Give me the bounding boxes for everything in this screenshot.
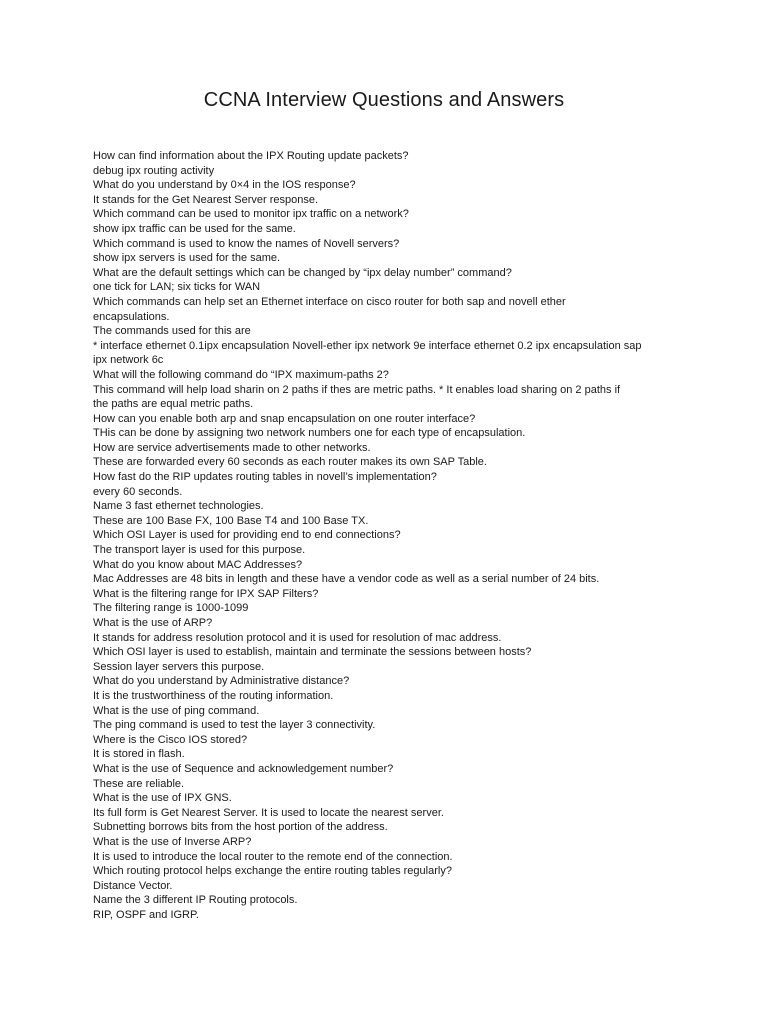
text-line: This command will help load sharin on 2 paths if thes are metric paths. * It enables load sharing on 2 paths if <box>93 383 621 396</box>
text-line: It stands for the Get Nearest Server response. <box>93 193 318 206</box>
text-line: It is the trustworthiness of the routing information. <box>93 689 334 702</box>
text-line: Name the 3 different IP Routing protocols. <box>93 894 298 907</box>
text-line: Name 3 fast ethernet technologies. <box>93 500 264 513</box>
text-line: Session layer servers this purpose. <box>93 660 265 673</box>
text-line: How are service advertisements made to other networks. <box>93 441 371 454</box>
text-line: It stands for address resolution protocol and it is used for resolution of mac address. <box>93 631 502 644</box>
text-line: What is the use of ARP? <box>93 617 213 629</box>
text-line: The transport layer is used for this purpose. <box>93 544 306 557</box>
text-line: Which OSI layer is used to establish, maintain and terminate the sessions between hosts? <box>93 646 532 659</box>
text-line: Subnetting borrows bits from the host portion of the address. <box>93 821 388 834</box>
text-line: every 60 seconds. <box>93 485 183 498</box>
text-line: show ipx traffic can be used for the same. <box>93 222 296 235</box>
text-line: Where is the Cisco IOS stored? <box>93 733 248 746</box>
text-line: It is stored in flash. <box>93 748 185 761</box>
text-line: Which routing protocol helps exchange the entire routing tables regularly? <box>93 865 452 878</box>
text-line: It is used to introduce the local router to the remote end of the connection. <box>93 850 453 863</box>
text-line: show ipx servers is used for the same. <box>93 252 281 265</box>
text-line: These are forwarded every 60 seconds as each router makes its own SAP Table. <box>93 456 487 469</box>
text-line: What are the default settings which can be changed by “ipx delay number” command? <box>93 266 512 279</box>
text-line: What is the use of Sequence and acknowledgement number? <box>93 762 394 775</box>
text-line: The ping command is used to test the layer 3 connectivity. <box>93 719 376 732</box>
text-line: These are 100 Base FX, 100 Base T4 and 100 Base TX. <box>93 514 369 527</box>
text-line: Which OSI Layer is used for providing end to end connections? <box>93 529 401 542</box>
text-line: encapsulations. <box>93 310 170 323</box>
text-line: Which commands can help set an Ethernet interface on cisco router for both sap and novell ether <box>93 295 566 308</box>
document-body <box>93 149 683 922</box>
text-line: What is the use of IPX GNS. <box>93 792 232 805</box>
text-line: What do you know about MAC Addresses? <box>93 558 303 571</box>
text-line: debug ipx routing activity <box>93 164 215 177</box>
document-title: CCNA Interview Questions and Answers <box>203 89 565 111</box>
text-line: THis can be done by assigning two network numbers one for each type of encapsulation. <box>93 427 526 440</box>
text-line: ipx network 6c <box>93 354 164 367</box>
text-line: * interface ethernet 0.1ipx encapsulation Novell-ether ipx network 9e interface ethernet 0.2 ipx encapsulation sap <box>93 339 642 352</box>
text-line: Mac Addresses are 48 bits in length and these have a vendor code as well as a serial number of 24 bits. <box>93 573 600 586</box>
text-line: The commands used for this are <box>93 325 251 338</box>
text-line: What is the use of Inverse ARP? <box>93 835 252 848</box>
text-line: Its full form is Get Nearest Server. It is used to locate the nearest server. <box>93 806 444 819</box>
text-line: What is the use of ping command. <box>93 704 260 717</box>
text-line: Which command is used to know the names of Novell servers? <box>93 237 400 250</box>
text-line: These are reliable. <box>93 777 185 790</box>
text-line: What is the filtering range for IPX SAP Filters? <box>93 587 319 600</box>
text-line: Distance Vector. <box>93 879 173 892</box>
text-line: the paths are equal metric paths. <box>93 398 254 411</box>
text-line: one tick for LAN; six ticks for WAN <box>93 281 261 294</box>
text-line: How can find information about the IPX Routing update packets? <box>93 150 409 162</box>
text-line: What do you understand by Administrative distance? <box>93 675 350 688</box>
text-line: What do you understand by 0×4 in the IOS response? <box>93 179 356 192</box>
text-line: What will the following command do “IPX maximum-paths 2? <box>93 368 389 381</box>
text-line: How can you enable both arp and snap encapsulation on one router interface? <box>93 412 476 425</box>
text-line: The filtering range is 1000-1099 <box>93 602 249 615</box>
text-line: RIP, OSPF and IGRP. <box>93 908 199 921</box>
text-line: How fast do the RIP updates routing tables in novell’s implementation? <box>93 471 437 484</box>
text-line: Which command can be used to monitor ipx traffic on a network? <box>93 208 409 221</box>
